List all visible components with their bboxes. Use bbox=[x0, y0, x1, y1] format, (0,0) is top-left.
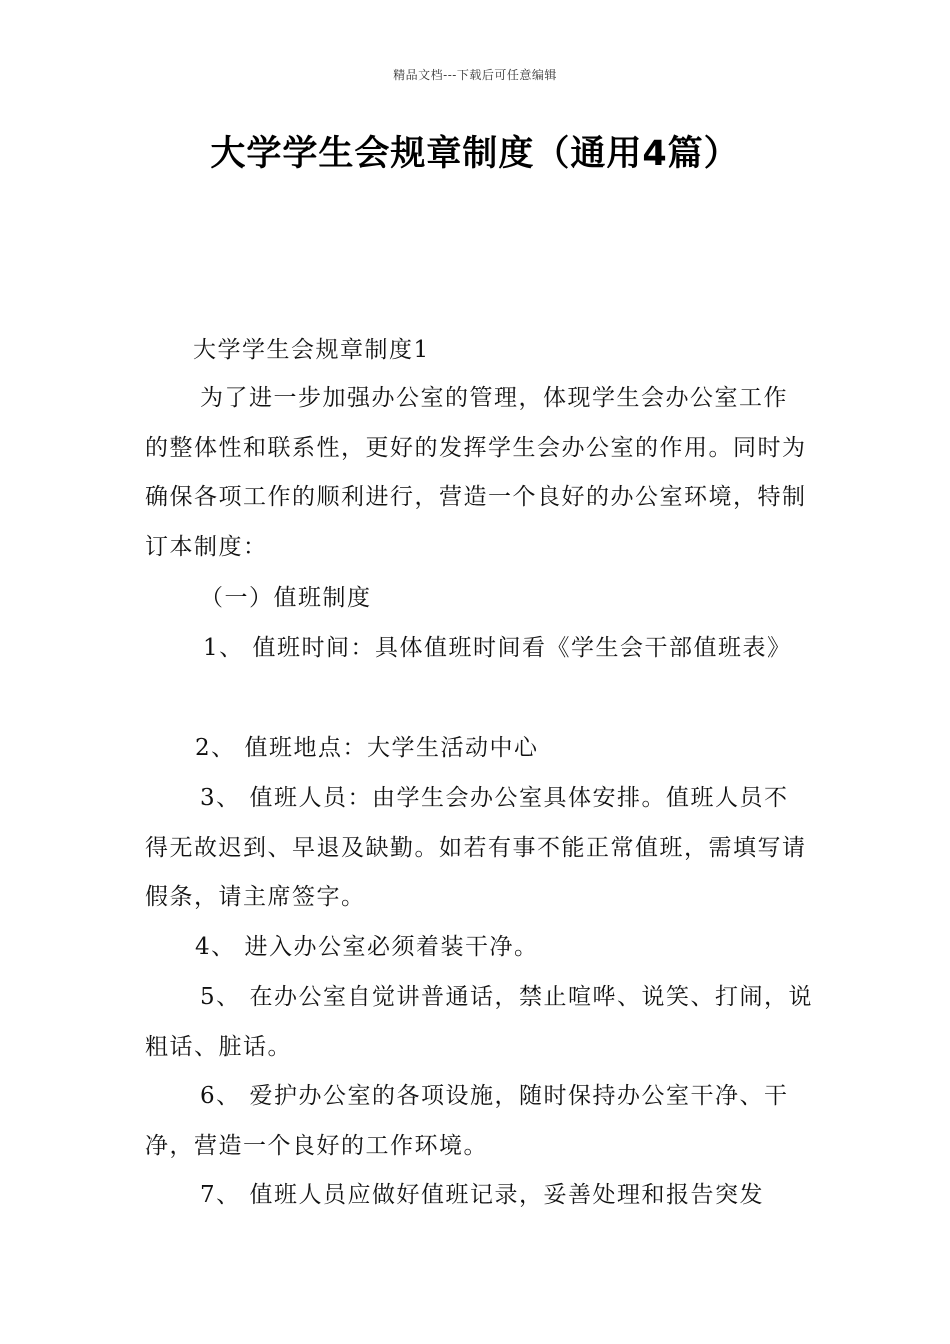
sub-heading-duty-system: （一）值班制度 bbox=[200, 585, 372, 611]
list-item-facilities: 6、 爱护办公室的各项设施，随时保持办公室干净、干净，营造一个良好的工作环境。 bbox=[145, 1083, 789, 1159]
list-item-duty-location: 2、 值班地点：大学生活动中心 bbox=[195, 735, 539, 761]
list-item-conduct: 5、 在办公室自觉讲普通话，禁止喧哗、说笑、打闹，说粗话、脏话。 bbox=[145, 984, 813, 1060]
list-item-dress-code: 4、 进入办公室必须着装干净。 bbox=[195, 934, 539, 960]
header-note: 精品文档---下载后可任意编辑 bbox=[393, 68, 557, 82]
document-title: 大学学生会规章制度（通用4篇） bbox=[210, 134, 740, 174]
list-item-duty-records: 7、 值班人员应做好值班记录，妥善处理和报告突发 bbox=[200, 1182, 764, 1208]
list-item-duty-time: 1、 值班时间：具体值班时间看《学生会干部值班表》 bbox=[203, 635, 792, 661]
intro-paragraph: 为了进一步加强办公室的管理，体现学生会办公室工作的整体性和联系性，更好的发挥学生会办公室的作用。同时为确保各项工作的顺利进行，营造一个良好的办公室环境，特制订本制度： bbox=[145, 385, 807, 561]
list-item-duty-staff: 3、 值班人员：由学生会办公室具体安排。值班人员不得无故迟到、早退及缺勤。如若有事不能正常值班，需填写请假条，请主席签字。 bbox=[145, 785, 807, 911]
section-title: 大学学生会规章制度1 bbox=[193, 337, 430, 363]
